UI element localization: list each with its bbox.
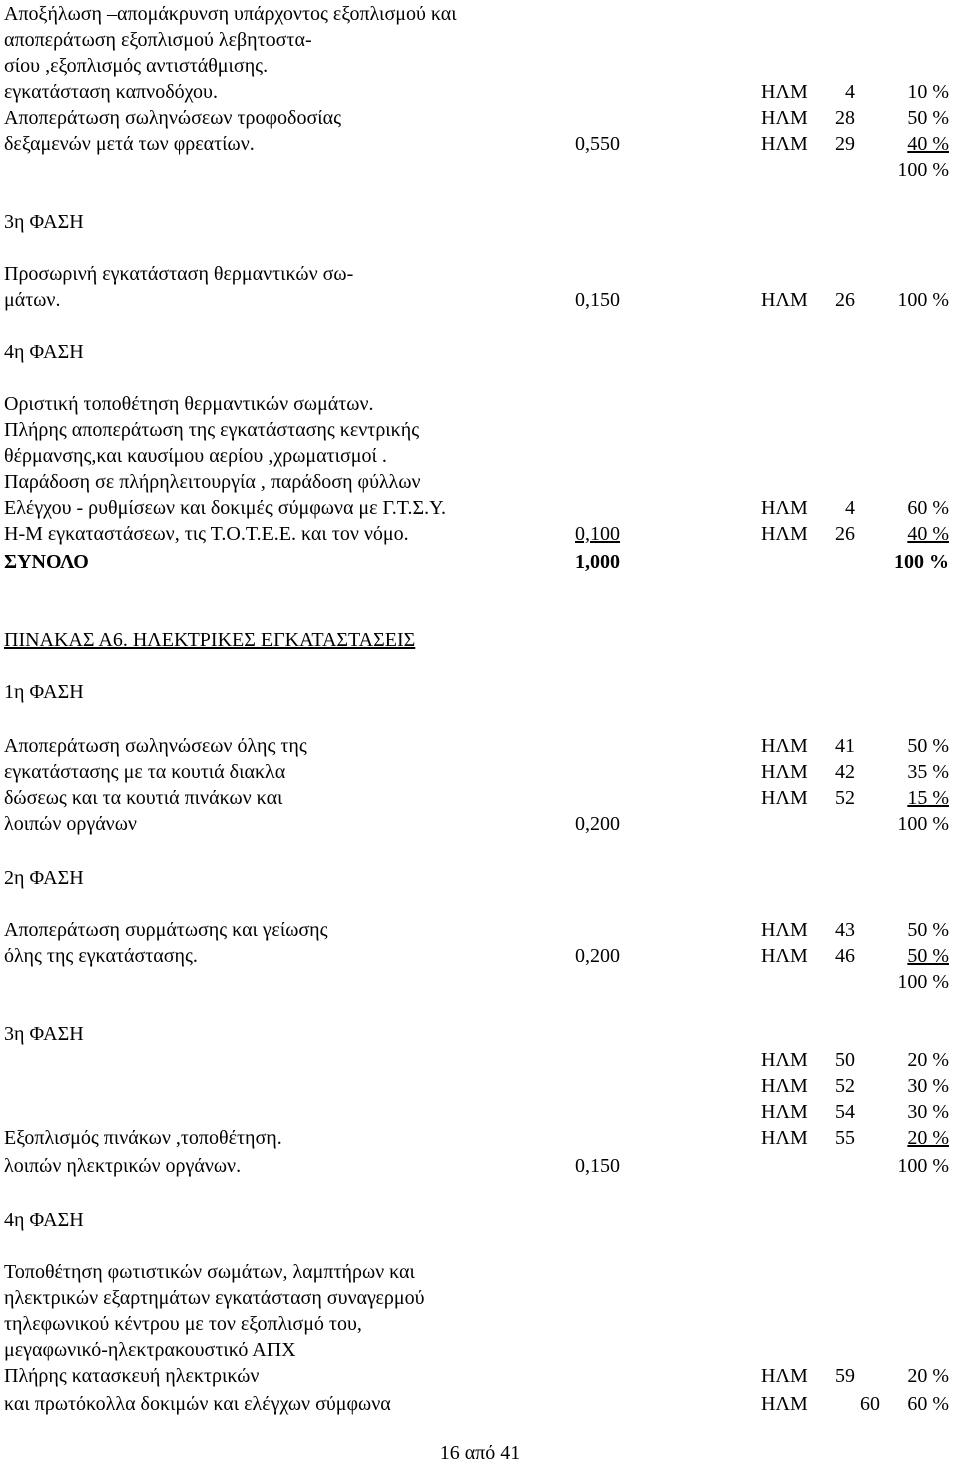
percent-cell: 50 % xyxy=(907,945,949,967)
line-text: και πρωτόκολλα δοκιμών και ελέγχων σύμφωνα xyxy=(4,1393,391,1415)
percent-cell: 100 % xyxy=(897,971,949,993)
document-line xyxy=(0,417,960,443)
percent-cell: 100 % xyxy=(897,813,949,835)
code-number: 55 xyxy=(835,1127,855,1149)
code-cell: ΗΛΜ xyxy=(761,107,808,129)
document-line xyxy=(0,131,960,157)
document-line xyxy=(0,443,960,469)
document-line xyxy=(0,1363,960,1389)
code-cell: ΗΛΜ xyxy=(761,945,808,967)
line-text: εγκατάσταση καπνοδόχου. xyxy=(4,81,218,103)
percent-cell: 50 % xyxy=(907,919,949,941)
line-text: αποπεράτωση εξοπλισμού λεβητοστα- xyxy=(4,29,312,51)
document-line xyxy=(0,1391,960,1417)
code-number: 29 xyxy=(835,133,855,155)
code-cell: ΗΛΜ xyxy=(761,81,808,103)
document-line xyxy=(0,1153,960,1179)
line-text: όλης της εγκατάστασης. xyxy=(4,945,198,967)
code-number: 60 xyxy=(860,1393,880,1415)
phase-heading xyxy=(0,339,960,365)
document-line xyxy=(0,391,960,417)
line-text: 4η ΦΑΣΗ xyxy=(4,1209,84,1231)
document-line xyxy=(0,521,960,547)
value-cell: 1,000 xyxy=(575,551,620,573)
percent-cell: 35 % xyxy=(907,761,949,783)
phase-heading xyxy=(0,209,960,235)
line-text: θέρμανσης,και καυσίμου αερίου ,χρωματισμοί . xyxy=(4,445,387,467)
percent-cell: 50 % xyxy=(907,107,949,129)
code-cell: ΗΛΜ xyxy=(761,787,808,809)
document-line xyxy=(0,105,960,131)
code-cell: ΗΛΜ xyxy=(761,735,808,757)
code-cell: ΗΛΜ xyxy=(761,1365,808,1387)
value-cell: 0,100 xyxy=(575,523,620,545)
document-line xyxy=(0,785,960,811)
total-row xyxy=(0,549,960,575)
document-line xyxy=(0,495,960,521)
document-line xyxy=(0,1259,960,1285)
document-line xyxy=(0,969,960,995)
percent-cell: 20 % xyxy=(907,1127,949,1149)
document-line xyxy=(0,79,960,105)
document-line xyxy=(0,1125,960,1151)
line-text: μεγαφωνικό-ηλεκτρακουστικό ΑΠΧ xyxy=(4,1339,296,1361)
percent-cell: 100 % xyxy=(894,551,949,573)
line-text: Η-Μ εγκαταστάσεων, τις Τ.Ο.Τ.Ε.Ε. και τον νόμο. xyxy=(4,523,409,545)
percent-cell: 30 % xyxy=(907,1101,949,1123)
document-line xyxy=(0,1099,960,1125)
code-number: 4 xyxy=(845,81,855,103)
percent-cell: 50 % xyxy=(907,735,949,757)
page-number: 16 από 41 xyxy=(439,1442,521,1464)
line-text: Τοποθέτηση φωτιστικών σωμάτων, λαμπτήρων και xyxy=(4,1261,415,1283)
code-number: 26 xyxy=(835,523,855,545)
code-number: 50 xyxy=(835,1049,855,1071)
percent-cell: 100 % xyxy=(897,1155,949,1177)
code-number: 46 xyxy=(835,945,855,967)
line-text: Αποπεράτωση σωληνώσεων τροφοδοσίας xyxy=(4,107,342,129)
line-text: Οριστική τοποθέτηση θερμαντικών σωμάτων. xyxy=(4,393,374,415)
document-line xyxy=(0,1337,960,1363)
line-text: εγκατάστασης με τα κουτιά διακλα xyxy=(4,761,286,783)
code-number: 28 xyxy=(835,107,855,129)
document-line xyxy=(0,733,960,759)
document-line xyxy=(0,1073,960,1099)
code-number: 4 xyxy=(845,497,855,519)
line-text: σίου ,εξοπλισμός αντιστάθμισης. xyxy=(4,55,269,77)
document-line xyxy=(0,1047,960,1073)
document-line xyxy=(0,1285,960,1311)
value-cell: 0,200 xyxy=(575,813,620,835)
percent-cell: 15 % xyxy=(907,787,949,809)
line-text: Εξοπλισμός πινάκων ,τοποθέτηση. xyxy=(4,1127,282,1149)
line-text: μάτων. xyxy=(4,289,61,311)
line-text: δώσεως και τα κουτιά πινάκων και xyxy=(4,787,283,809)
line-text: 4η ΦΑΣΗ xyxy=(4,341,84,363)
phase-heading xyxy=(0,1021,960,1047)
percent-cell: 20 % xyxy=(907,1365,949,1387)
code-cell: ΗΛΜ xyxy=(761,1101,808,1123)
line-text: Ελέγχου - ρυθμίσεων και δοκιμές σύμφωνα με Γ.Τ.Σ.Υ. xyxy=(4,497,447,519)
line-text: Αποπεράτωση σωληνώσεων όλης της xyxy=(4,735,307,757)
phase-heading xyxy=(0,865,960,891)
line-text: τηλεφωνικού κέντρου με τον εξοπλισμό του, xyxy=(4,1313,362,1335)
code-cell: ΗΛΜ xyxy=(761,1049,808,1071)
document-line xyxy=(0,1311,960,1337)
code-number: 41 xyxy=(835,735,855,757)
percent-cell: 60 % xyxy=(907,1393,949,1415)
line-text: Πλήρης κατασκευή ηλεκτρικών xyxy=(4,1365,260,1387)
line-text: 1η ΦΑΣΗ xyxy=(4,681,84,703)
document-line xyxy=(0,261,960,287)
document-line xyxy=(0,157,960,183)
line-text: 3η ΦΑΣΗ xyxy=(4,211,84,233)
code-cell: ΗΛΜ xyxy=(761,1127,808,1149)
line-text: δεξαμενών μετά των φρεατίων. xyxy=(4,133,255,155)
percent-cell: 10 % xyxy=(907,81,949,103)
code-cell: ΗΛΜ xyxy=(761,497,808,519)
code-cell: ΗΛΜ xyxy=(761,133,808,155)
document-line xyxy=(0,1,960,27)
code-number: 59 xyxy=(835,1365,855,1387)
percent-cell: 100 % xyxy=(897,159,949,181)
value-cell: 0,200 xyxy=(575,945,620,967)
code-number: 26 xyxy=(835,289,855,311)
percent-cell: 30 % xyxy=(907,1075,949,1097)
code-number: 52 xyxy=(835,1075,855,1097)
code-cell: ΗΛΜ xyxy=(761,1075,808,1097)
document-line xyxy=(0,469,960,495)
document-line xyxy=(0,811,960,837)
line-text: Προσωρινή εγκατάσταση θερμαντικών σω- xyxy=(4,263,354,285)
line-text: λοιπών ηλεκτρικών οργάνων. xyxy=(4,1155,242,1177)
line-text: Αποξήλωση –απομάκρυνση υπάρχοντος εξοπλισμού και xyxy=(4,3,457,25)
value-cell: 0,550 xyxy=(575,133,620,155)
code-number: 52 xyxy=(835,787,855,809)
line-text: 3η ΦΑΣΗ xyxy=(4,1023,84,1045)
value-cell: 0,150 xyxy=(575,1155,620,1177)
code-cell: ΗΛΜ xyxy=(761,761,808,783)
percent-cell: 20 % xyxy=(907,1049,949,1071)
line-text: λοιπών οργάνων xyxy=(4,813,137,835)
percent-cell: 40 % xyxy=(907,523,949,545)
line-text: ηλεκτρικών εξαρτημάτων εγκατάσταση συναγερμού xyxy=(4,1287,425,1309)
document-line xyxy=(0,287,960,313)
code-number: 54 xyxy=(835,1101,855,1123)
document-line xyxy=(0,943,960,969)
line-text: Αποπεράτωση συρμάτωσης και γείωσης xyxy=(4,919,328,941)
line-text: ΠΙΝΑΚΑΣ Α6. ΗΛΕΚΤΡΙΚΕΣ ΕΓΚΑΤΑΣΤΑΣΕΙΣ xyxy=(4,629,416,651)
line-text: ΣΥΝΟΛΟ xyxy=(4,551,89,573)
code-cell: ΗΛΜ xyxy=(761,289,808,311)
document-line xyxy=(0,27,960,53)
phase-heading xyxy=(0,1207,960,1233)
line-text: 2η ΦΑΣΗ xyxy=(4,867,84,889)
code-cell: ΗΛΜ xyxy=(761,523,808,545)
line-text: Παράδοση σε πλήρηλειτουργία , παράδοση φύλλων xyxy=(4,471,421,493)
table-heading xyxy=(0,627,960,653)
code-number: 43 xyxy=(835,919,855,941)
percent-cell: 100 % xyxy=(897,289,949,311)
percent-cell: 40 % xyxy=(907,133,949,155)
phase-heading xyxy=(0,679,960,705)
line-text: Πλήρης αποπεράτωση της εγκατάστασης κεντρικής xyxy=(4,419,420,441)
document-line xyxy=(0,759,960,785)
value-cell: 0,150 xyxy=(575,289,620,311)
code-cell: ΗΛΜ xyxy=(761,919,808,941)
document-line xyxy=(0,917,960,943)
percent-cell: 60 % xyxy=(907,497,949,519)
document-line xyxy=(0,53,960,79)
code-cell: ΗΛΜ xyxy=(761,1393,808,1415)
code-number: 42 xyxy=(835,761,855,783)
